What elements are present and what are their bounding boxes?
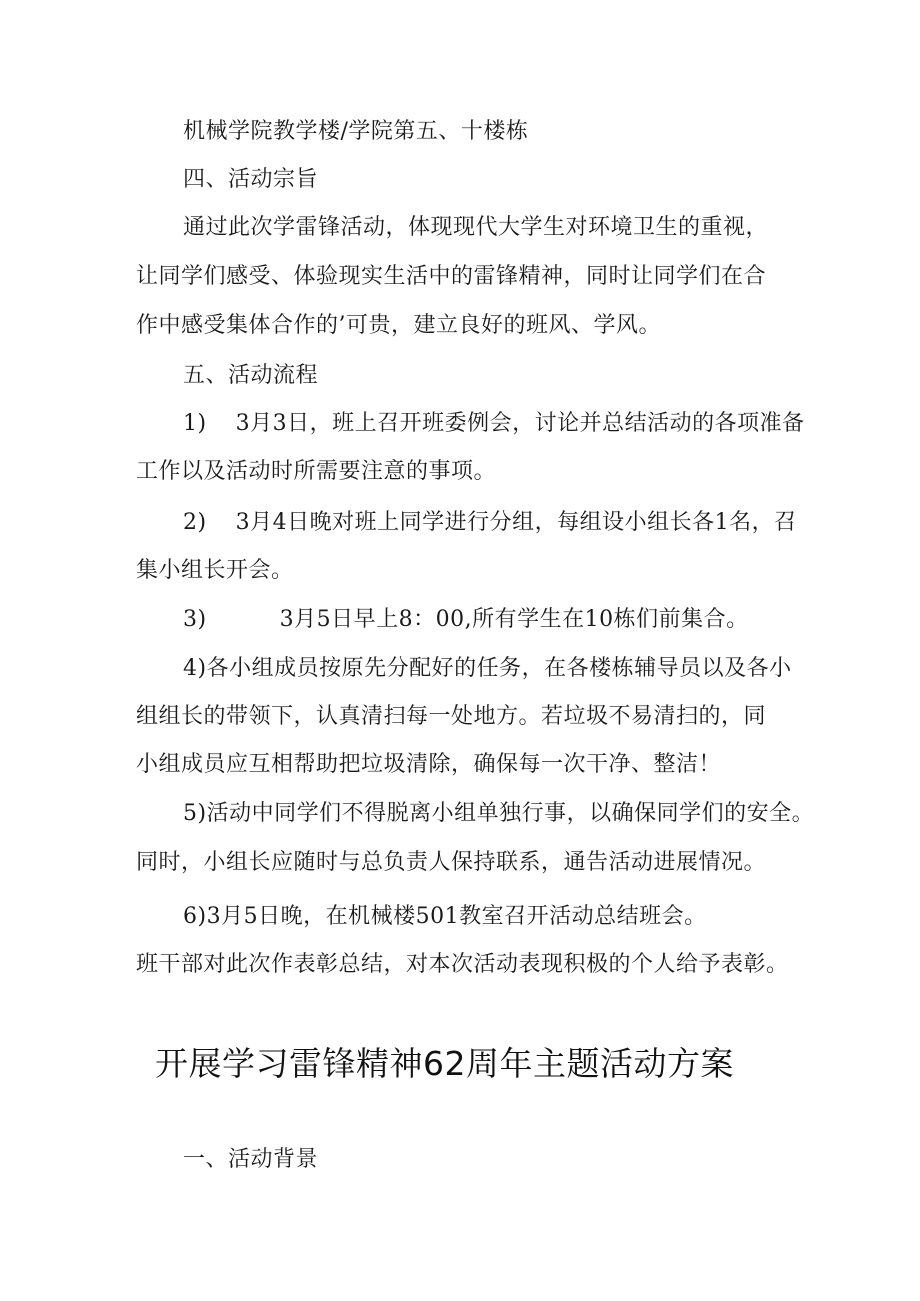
step-4-line-2: 组组长的带领下，认真清扫每一处地方。若垃圾不易清扫的，同 bbox=[136, 704, 767, 729]
step-2-line-2: 集小组长开会。 bbox=[136, 558, 294, 583]
step-5-line-1: 5)活动中同学们不得脱离小组单独行事，以确保同学们的安全。 bbox=[183, 801, 815, 826]
step-1-line-2: 工作以及活动时所需要注意的事项。 bbox=[136, 459, 497, 484]
location-line: 机械学院教学楼/学院第五、十楼栋 bbox=[183, 119, 529, 144]
section-one-title: 一、活动背景 bbox=[183, 1147, 319, 1172]
step-5-line-2: 同时，小组长应随时与总负责人保持联系，通告活动进展情况。 bbox=[136, 850, 767, 875]
step-3-number: 3) bbox=[183, 607, 207, 632]
step-1-line-1 bbox=[183, 410, 805, 438]
step-2-text: 3月4日晚对班上同学进行分组，每组设小组长各1名，召 bbox=[235, 510, 797, 535]
step-1-text: 3月3日，班上召开班委例会，讨论并总结活动的各项准备 bbox=[235, 411, 805, 436]
purpose-line-3: 作中感受集体合作的’可贵，建立良好的班风、学风。 bbox=[136, 313, 661, 338]
step-6-line: 6)3月5日晚，在机械楼501教室召开活动总结班会。 bbox=[183, 904, 707, 929]
step-3-line bbox=[183, 606, 749, 634]
section-four-title: 四、活动宗旨 bbox=[183, 167, 319, 192]
summary-line: 班干部对此次作表彰总结，对本次活动表现积极的个人给予表彰。 bbox=[136, 952, 789, 977]
purpose-line-2: 让同学们感受、体验现实生活中的雷锋精神，同时让同学们在合 bbox=[136, 264, 767, 289]
step-2-line-1 bbox=[183, 509, 797, 537]
section-five-title: 五、活动流程 bbox=[183, 363, 319, 388]
step-2-number: 2) bbox=[183, 510, 207, 535]
step-4-line-3: 小组成员应互相帮助把垃圾清除，确保每一次干净、整洁！ bbox=[136, 752, 722, 777]
step-4-line-1: 4)各小组成员按原先分配好的任务，在各楼栋辅导员以及各小 bbox=[183, 656, 792, 681]
step-3-text: 3月5日早上8：00,所有学生在10栋们前集合。 bbox=[279, 607, 749, 632]
purpose-line-1: 通过此次学雷锋活动，体现现代大学生对环境卫生的重视， bbox=[183, 215, 769, 240]
step-1-number: 1) bbox=[183, 411, 207, 436]
document-title: 开展学习雷锋精神62周年主题活动方案 bbox=[155, 1044, 734, 1083]
